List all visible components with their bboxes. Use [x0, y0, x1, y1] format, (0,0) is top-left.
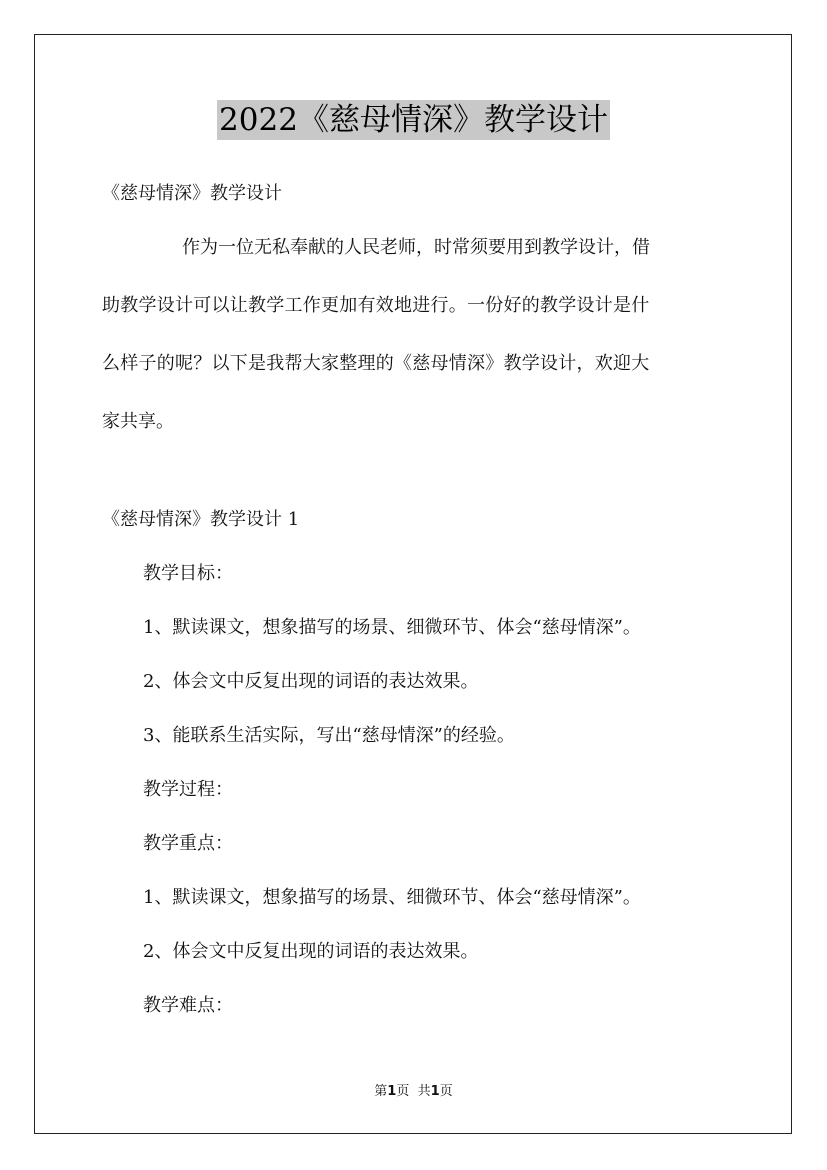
body-line: 2、体会文中反复出现的词语的表达效果。	[143, 941, 479, 962]
section-heading: 《慈母情深》教学设计 1	[102, 509, 300, 530]
intro-line: 作为一位无私奉献的人民老师，时常须要用到教学设计，借	[182, 237, 650, 258]
footer-total-number: 1	[430, 1084, 440, 1099]
footer-page-number: 1	[387, 1084, 397, 1099]
body-line: 1、默读课文，想象描写的场景、细微环节、体会“慈母情深”。	[143, 887, 641, 908]
body-line-objectives: 教学目标：	[143, 563, 233, 584]
body-line-process: 教学过程：	[143, 779, 233, 800]
document-subtitle: 《慈母情深》教学设计	[102, 183, 282, 204]
body-line-difficulties: 教学难点：	[143, 995, 233, 1016]
body-line: 3、能联系生活实际，写出“慈母情深”的经验。	[143, 725, 515, 746]
footer-total-prefix: 共	[417, 1084, 431, 1099]
intro-line: 家共享。	[102, 411, 174, 432]
body-line: 2、体会文中反复出现的词语的表达效果。	[143, 671, 479, 692]
intro-line: 么样子的呢？以下是我帮大家整理的《慈母情深》教学设计，欢迎大	[102, 353, 650, 374]
document-title: 2022《慈母情深》教学设计	[219, 102, 608, 138]
title-container	[0, 100, 827, 140]
footer-page-suffix: 页	[396, 1084, 410, 1099]
body-line: 1、默读课文，想象描写的场景、细微环节、体会“慈母情深”。	[143, 617, 641, 638]
body-line-key-points: 教学重点：	[143, 833, 233, 854]
page-footer	[0, 1083, 827, 1101]
intro-line: 助教学设计可以让教学工作更加有效地进行。一份好的教学设计是什	[102, 295, 650, 316]
footer-total-suffix: 页	[439, 1084, 453, 1099]
footer-page-prefix: 第	[374, 1084, 388, 1099]
